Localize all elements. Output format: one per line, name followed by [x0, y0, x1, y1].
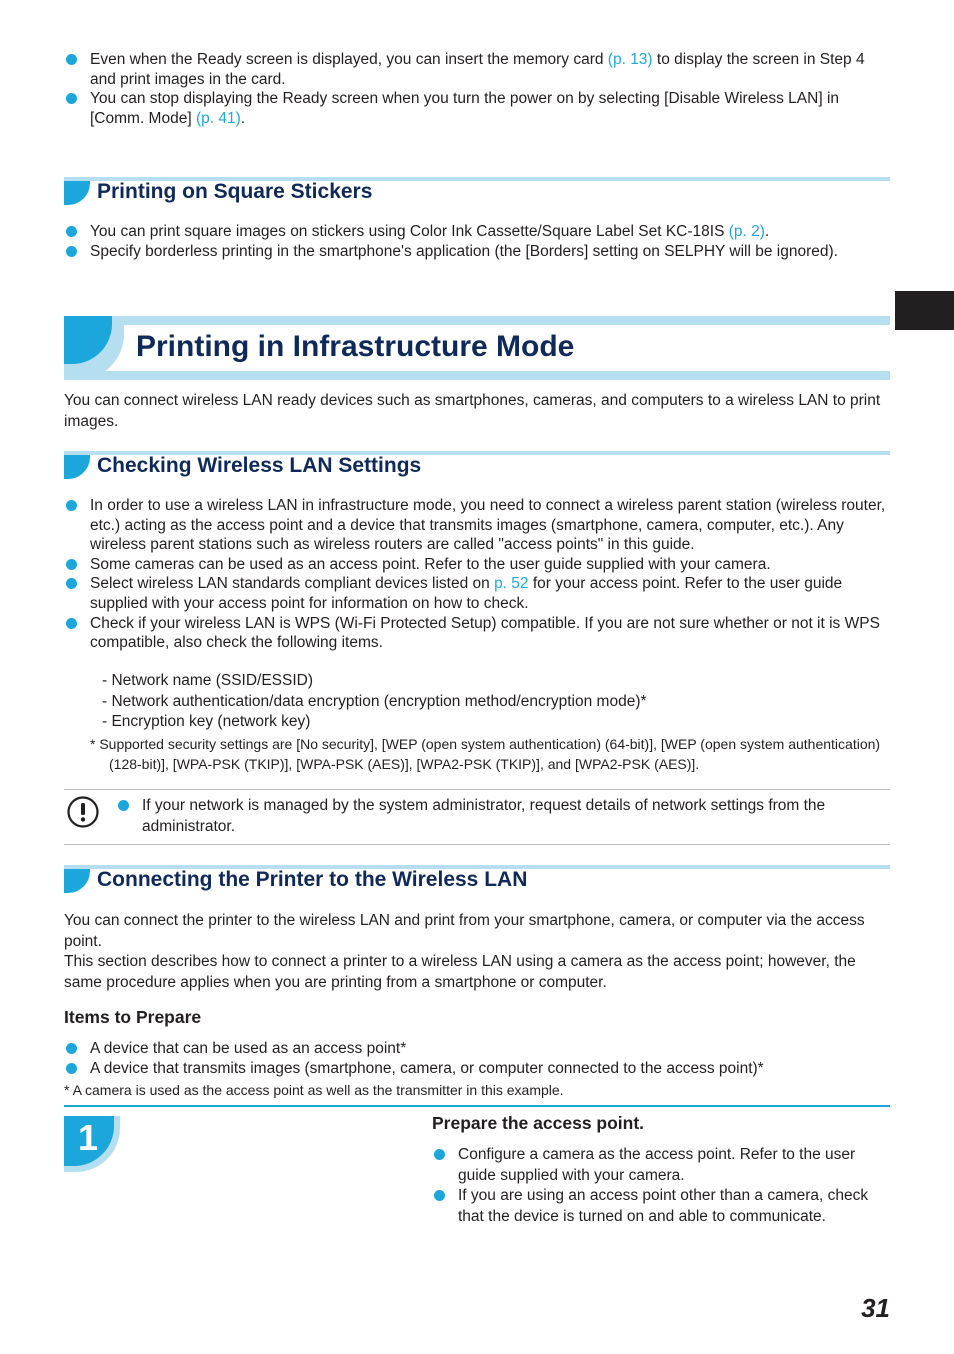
chapter-heading	[64, 316, 890, 380]
bullet-icon	[66, 93, 77, 104]
list-item: Some cameras can be used as an access point. Refer to the user guide supplied with your camera.	[64, 555, 890, 575]
square-stickers-list	[64, 222, 890, 261]
list-item: Even when the Ready screen is displayed, you can insert the memory card (p. 13) to display the screen in Step 4 and print images in the card.	[64, 50, 890, 89]
bullet-icon	[66, 54, 77, 65]
list-item: Specify borderless printing in the smartphone's application (the [Borders] setting on SELPHY will be ignored).	[64, 242, 890, 262]
page-link[interactable]: (p. 13)	[607, 51, 653, 68]
caution-box	[64, 789, 890, 845]
prepare-footnote: * A camera is used as the access point as well as the transmitter in this example.	[64, 1082, 564, 1098]
section-title: Printing on Square Stickers	[97, 180, 373, 203]
heading-tab-icon	[64, 869, 90, 893]
step-title: Prepare the access point.	[432, 1113, 645, 1133]
list-item: A device that can be used as an access point*	[64, 1039, 890, 1059]
page-link[interactable]: (p. 41)	[195, 109, 241, 127]
section-title: Connecting the Printer to the Wireless LAN	[97, 868, 528, 891]
security-footnote: * Supported security settings are [No security], [WEP (open system authentication) (64-bit)], [WEP (open system authentication) (128-bit)], [WPA-PSK (TKIP)], [WPA-PSK (AES)], [WPA2-PSK (TKIP)], and [WPA2-PSK (AES)].	[90, 736, 881, 772]
bullet-icon	[66, 246, 77, 257]
bullet-icon	[66, 578, 77, 589]
section-heading-connecting	[64, 865, 890, 895]
chapter-rule-bottom	[64, 371, 890, 380]
step-number: 1	[78, 1117, 99, 1158]
step-divider	[64, 1105, 890, 1107]
section-title: Checking Wireless LAN Settings	[97, 454, 422, 477]
list-item: Check if your wireless LAN is WPS (Wi-Fi Protected Setup) compatible. If you are not sure whether or not it is WPS compatible, also check the following items.	[64, 614, 890, 653]
list-item: Configure a camera as the access point. Refer to the user guide supplied with your camera.	[432, 1145, 872, 1186]
bullet-icon	[66, 618, 77, 629]
list-item: You can stop displaying the Ready screen when you turn the power on by selecting [Disable Wireless LAN] in [Comm. Mode] (p. 41).	[64, 89, 890, 128]
heading-tab-icon	[64, 181, 90, 205]
section-heading-square-stickers	[64, 177, 890, 207]
side-chapter-tab	[895, 291, 954, 330]
top-notes	[64, 50, 890, 128]
bullet-icon	[434, 1190, 445, 1201]
bullet-icon	[66, 1043, 77, 1054]
step-list	[432, 1145, 872, 1227]
list-item: - Encryption key (network key)	[102, 713, 311, 730]
list-item: If you are using an access point other than a camera, check that the device is turned on and able to communicate.	[432, 1186, 872, 1227]
chapter-rule-top	[64, 316, 890, 325]
items-to-prepare-list	[64, 1039, 890, 1078]
connecting-para-2: This section describes how to connect a printer to a wireless LAN using a camera as the access point; however, the same procedure applies when you are printing from a smartphone or computer.	[64, 953, 856, 991]
heading-tab-icon	[64, 455, 90, 479]
list-item: You can print square images on stickers using Color Ink Cassette/Square Label Set KC-18IS (p. 2).	[64, 222, 890, 242]
caution-icon	[66, 795, 100, 829]
list-item: In order to use a wireless LAN in infrastructure mode, you need to connect a wireless parent station (wireless router, etc.) acting as the access point and a device that transmits images (smartphone, camera, computer, etc.). Any wireless parent stations such as wireless routers are called "access points" in this guide.	[64, 496, 890, 555]
check-items-sublist	[102, 671, 647, 733]
connecting-para-1: You can connect the printer to the wireless LAN and print from your smartphone, camera, or computer via the access point.	[64, 912, 865, 950]
bullet-icon	[434, 1149, 445, 1160]
list-item: Select wireless LAN standards compliant devices listed on p. 52 for your access point. Refer to the user guide supplied with your access point for information on how to check.	[64, 574, 890, 613]
section-heading-checking	[64, 451, 890, 481]
chapter-intro: You can connect wireless LAN ready devices such as smartphones, cameras, and computers to a wireless LAN to print images.	[64, 392, 881, 430]
step-number-badge	[64, 1116, 120, 1172]
page-link[interactable]: (p. 2)	[728, 223, 765, 240]
page-number: 31	[861, 1293, 890, 1323]
bullet-icon	[118, 800, 129, 811]
bullet-icon	[66, 226, 77, 237]
bullet-icon	[66, 500, 77, 511]
page-link[interactable]: p. 52	[494, 575, 529, 593]
list-item: - Network authentication/data encryption (encryption method/encryption mode)*	[102, 692, 647, 710]
bullet-icon	[66, 1063, 77, 1074]
items-to-prepare-heading: Items to Prepare	[64, 1007, 202, 1027]
list-item: A device that transmits images (smartphone, camera, or computer connected to the access point)*	[64, 1059, 890, 1079]
caution-item: If your network is managed by the system administrator, request details of network settings from the administrator.	[116, 796, 914, 837]
list-item: - Network name (SSID/ESSID)	[102, 672, 314, 689]
chapter-title: Printing in Infrastructure Mode	[136, 330, 575, 363]
bullet-icon	[66, 559, 77, 570]
checking-list	[64, 496, 890, 653]
